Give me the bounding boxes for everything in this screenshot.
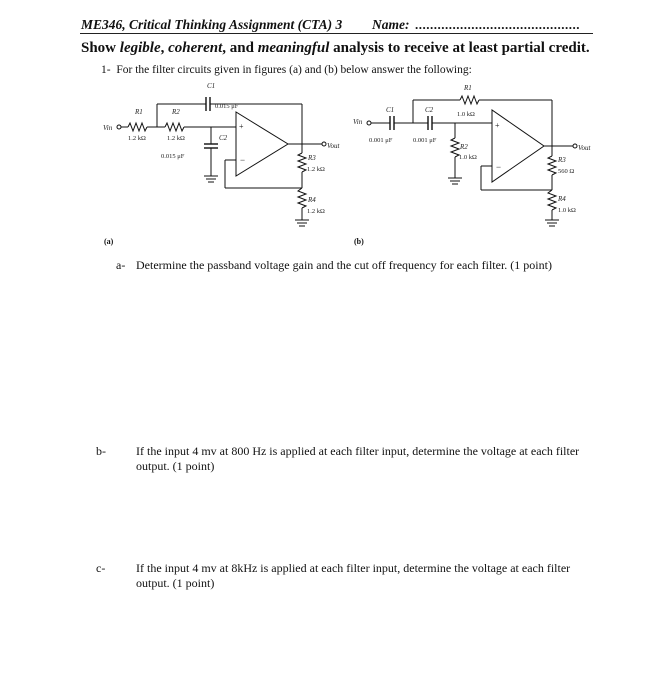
part-b xyxy=(96,444,596,474)
instruction-prefix: Show xyxy=(81,40,120,56)
circuit-a-c1-value: 0.015 μF xyxy=(215,103,239,110)
circuit-a xyxy=(103,82,341,226)
question-1 xyxy=(101,64,472,76)
circuit-b-r2 xyxy=(451,138,459,157)
circuit-b-r2-label: R2 xyxy=(460,143,468,151)
part-c-letter: c- xyxy=(96,561,106,575)
instruction-sep: , and xyxy=(222,40,258,56)
circuit-a-r1 xyxy=(128,123,147,131)
instruction-sep: , xyxy=(160,40,169,56)
circuit-b-r4-label: R4 xyxy=(558,195,566,203)
figure-b-label: (b) xyxy=(354,237,364,246)
part-a-letter: a- xyxy=(116,258,126,272)
circuit-a-r3 xyxy=(298,153,306,172)
part-c-text: If the input 4 mv at 8kHz is applied at each filter input, determine the voltage at each filter output. (1 point) xyxy=(136,561,571,590)
circuit-b-r3 xyxy=(548,156,556,175)
svg-text:+: + xyxy=(239,122,244,131)
circuit-a-vin-label: Vin xyxy=(103,124,113,132)
question-1-text: For the filter circuits given in figures (a) and (b) below answer the following: xyxy=(116,64,472,76)
instruction-word-legible: legible xyxy=(119,40,161,56)
circuit-a-input-terminal xyxy=(117,125,121,129)
circuit-b-r2-value: 1.0 kΩ xyxy=(459,154,477,161)
instruction-line xyxy=(81,40,590,57)
circuit-a-r2 xyxy=(165,123,184,131)
circuit-a-r3-label: R3 xyxy=(308,154,316,162)
circuit-b-r3-value: 560 Ω xyxy=(558,168,575,175)
svg-text:+: + xyxy=(495,121,500,130)
name-label: Name: xyxy=(372,17,410,32)
circuit-b-output-terminal xyxy=(573,144,577,148)
circuit-b-vin-label: Vin xyxy=(353,118,363,126)
instruction-word-meaningful: meaningful xyxy=(257,40,330,56)
circuit-b-r4 xyxy=(548,190,556,210)
question-1-number: 1- xyxy=(101,64,111,76)
filter-circuits-figure xyxy=(95,78,615,238)
circuit-a-opamp xyxy=(236,112,288,176)
instruction-suffix: analysis to receive at least partial credit. xyxy=(329,40,590,56)
circuit-b-c1-value: 0.001 μF xyxy=(369,137,393,144)
circuit-a-r3-value: 1.2 kΩ xyxy=(307,166,325,173)
circuit-a-vout-label: Vout xyxy=(327,142,340,150)
figure-a-label: (a) xyxy=(104,237,114,246)
circuit-a-r2-label: R2 xyxy=(172,108,180,116)
circuit-b-c2-value: 0.001 μF xyxy=(413,137,437,144)
circuit-a-r1-label: R1 xyxy=(135,108,143,116)
instruction-word-coherent: coherent xyxy=(168,40,223,56)
part-b-text: If the input 4 mv at 800 Hz is applied at each filter input, determine the voltage at each filter output. (1 point) xyxy=(136,444,580,473)
part-b-letter: b- xyxy=(96,444,106,458)
circuit-b-r4-value: 1.0 kΩ xyxy=(558,207,576,214)
name-blank: ............................................ xyxy=(415,17,580,32)
circuit-b xyxy=(353,84,592,226)
circuit-a-r4-value: 1.2 kΩ xyxy=(307,208,325,215)
circuit-b-r1-value: 1.0 kΩ xyxy=(457,111,475,118)
svg-text:−: − xyxy=(496,162,502,172)
header-rule xyxy=(80,33,593,34)
circuit-a-output-terminal xyxy=(322,142,326,146)
circuit-b-c1-label: C1 xyxy=(386,106,395,114)
circuit-a-c2-value: 0.015 μF xyxy=(161,153,185,160)
assignment-title: ME346, Critical Thinking Assignment (CTA) 3 xyxy=(81,17,343,32)
circuit-a-r4 xyxy=(298,188,306,208)
circuit-b-input-terminal xyxy=(367,121,371,125)
circuit-a-c2-label: C2 xyxy=(219,134,228,142)
circuit-b-r3-label: R3 xyxy=(558,156,566,164)
part-c xyxy=(96,561,596,591)
svg-text:−: − xyxy=(240,155,246,165)
circuit-a-r2-value: 1.2 kΩ xyxy=(167,135,185,142)
circuit-a-c1-label: C1 xyxy=(207,82,216,90)
circuit-b-c2-label: C2 xyxy=(425,106,434,114)
circuit-b-r1 xyxy=(460,96,479,104)
circuit-b-vout-label: Vout xyxy=(578,144,591,152)
part-a-text: Determine the passband voltage gain and the cut off frequency for each filter. (1 point) xyxy=(136,258,552,272)
circuit-a-r1-value: 1.2 kΩ xyxy=(128,135,146,142)
part-a xyxy=(116,258,552,273)
circuit-a-r4-label: R4 xyxy=(308,196,316,204)
circuit-b-r1-label: R1 xyxy=(464,84,472,92)
